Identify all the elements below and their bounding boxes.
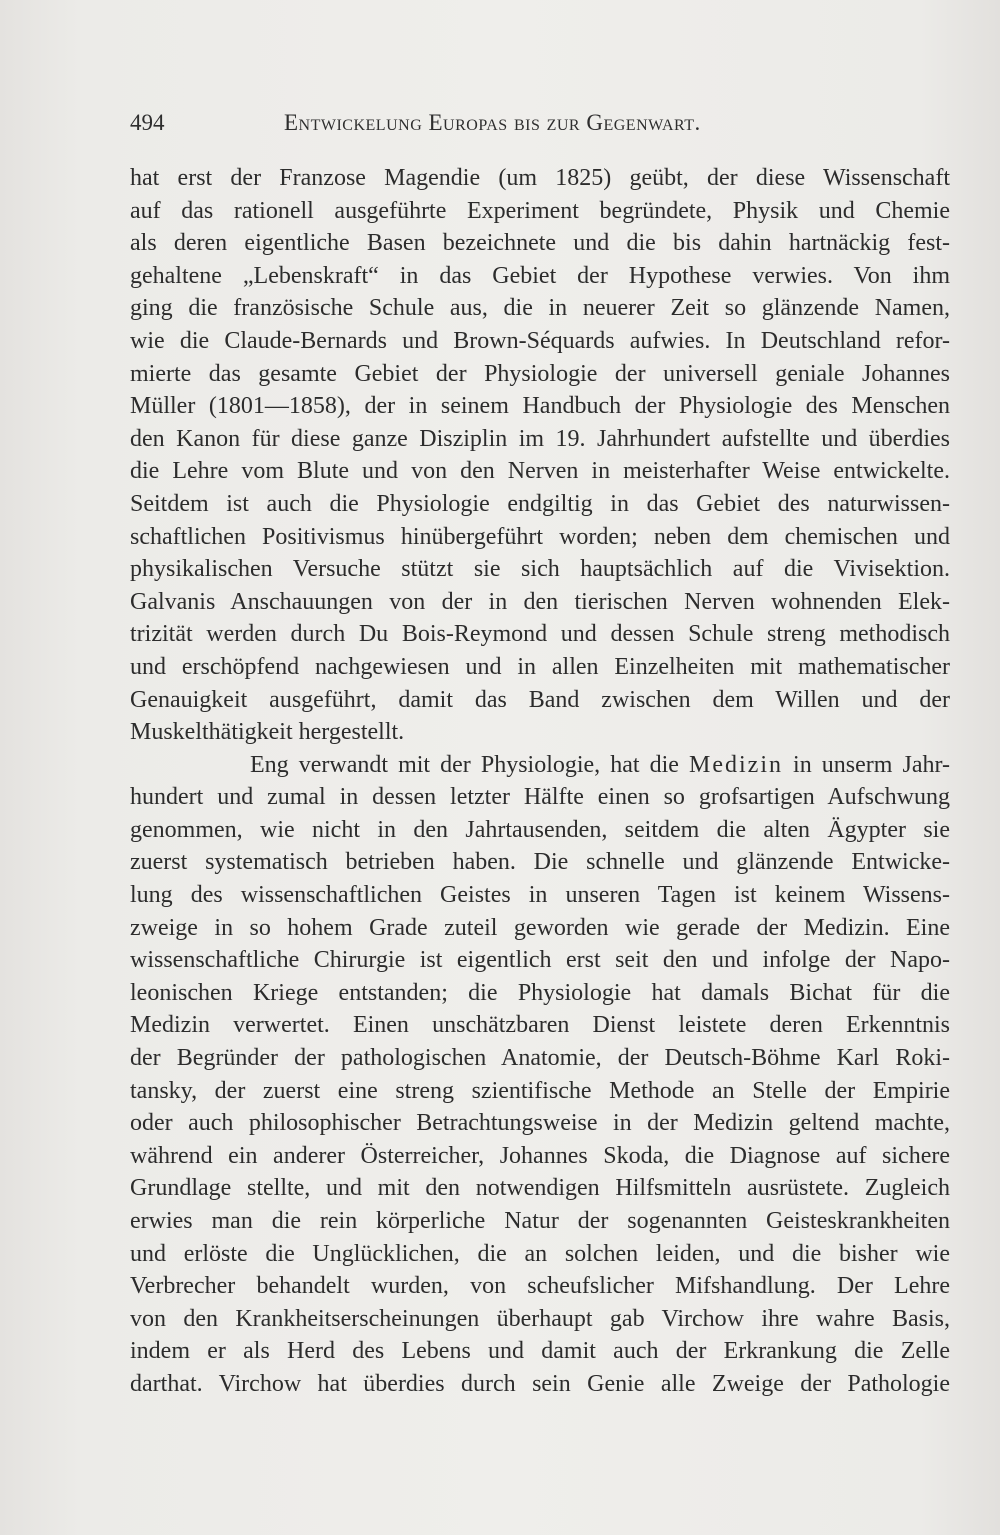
paragraph-start-line bbox=[130, 749, 950, 782]
running-head bbox=[130, 110, 950, 142]
text-line: von den Krankheitserscheinungen überhaupt gab Virchow ihre wahre Basis, bbox=[130, 1305, 950, 1332]
line-fragment: in unserm Jahr- bbox=[783, 751, 950, 778]
running-title: Entwickelung Europas bis zur Gegenwart. bbox=[284, 110, 701, 135]
line-fragment: Eng verwandt mit der Physiologie, hat die bbox=[250, 751, 690, 778]
text-line: Seitdem ist auch die Physiologie endgiltig in das Gebiet des naturwissen- bbox=[130, 490, 950, 517]
text-line: und erschöpfend nachgewiesen und in allen Einzelheiten mit mathematischer bbox=[130, 653, 950, 680]
text-line: trizität werden durch Du Bois-Reymond und dessen Schule streng methodisch bbox=[130, 621, 950, 648]
text-line: genommen, wie nicht in den Jahrtausenden, seitdem die alten Ägypter sie bbox=[130, 816, 950, 843]
body-text bbox=[130, 162, 950, 1401]
paragraph-end-line: Muskelthätigkeit hergestellt. bbox=[130, 719, 405, 746]
text-line: Medizin verwertet. Einen unschätzbaren Dienst leistete deren Erkenntnis bbox=[130, 1012, 950, 1039]
text-line: wie die Claude-Bernards und Brown-Séquards aufwies. In Deutschland refor- bbox=[130, 327, 950, 354]
text-line: den Kanon für diese ganze Disziplin im 19. Jahrhundert aufstellte und überdies bbox=[130, 425, 950, 452]
text-line: Verbrecher behandelt wurden, von scheufslicher Mifshandlung. Der Lehre bbox=[130, 1273, 950, 1300]
text-line: leonischen Kriege entstanden; die Physiologie hat damals Bichat für die bbox=[130, 979, 950, 1006]
text-line: ging die französische Schule aus, die in neuerer Zeit so glänzende Namen, bbox=[130, 295, 950, 322]
text-line: erwies man die rein körperliche Natur der sogenannten Geisteskrankheiten bbox=[130, 1208, 950, 1234]
text-line: mierte das gesamte Gebiet der Physiologie der universell geniale Johannes bbox=[130, 360, 950, 387]
text-line: gehaltene „Lebenskraft“ in das Gebiet der Hypothese verwies. Von ihm bbox=[130, 262, 950, 289]
text-line: Genauigkeit ausgeführt, damit das Band zwischen dem Willen und der bbox=[130, 686, 950, 713]
text-line: hundert und zumal in dessen letzter Hälfte einen so grofsartigen Aufschwung bbox=[130, 784, 950, 811]
text-line: Grundlage stellte, und mit den notwendigen Hilfsmitteln ausrüstete. Zugleich bbox=[130, 1175, 950, 1202]
text-line: zweige in so hohem Grade zuteil geworden wie gerade der Medizin. Eine bbox=[130, 914, 950, 941]
text-line: darthat. Virchow hat überdies durch sein Genie alle Zweige der Pathologie bbox=[130, 1370, 950, 1397]
text-line: als deren eigentliche Basen bezeichnete und die bis dahin hartnäckig fest- bbox=[130, 230, 950, 257]
text-line: zuerst systematisch betrieben haben. Die schnelle und glänzende Entwicke- bbox=[130, 849, 950, 876]
text-line: tansky, der zuerst eine streng szientifische Methode an Stelle der Empirie bbox=[130, 1077, 950, 1104]
page-number: 494 bbox=[130, 110, 165, 135]
text-line: Galvanis Anschauungen von der in den tierischen Nerven wohnenden Elek- bbox=[130, 588, 950, 615]
text-line: oder auch philosophischer Betrachtungsweise in der Medizin geltend machte, bbox=[130, 1110, 950, 1137]
text-line: und erlöste die Unglücklichen, die an solchen leiden, und die bisher wie bbox=[130, 1240, 950, 1267]
text-line: hat erst der Franzose Magendie (um 1825) geübt, der diese Wissenschaft bbox=[130, 165, 950, 191]
text-line: der Begründer der pathologischen Anatomie, der Deutsch-Böhme Karl Roki- bbox=[130, 1045, 950, 1072]
text-line: während ein anderer Österreicher, Johannes Skoda, die Diagnose auf sichere bbox=[130, 1142, 950, 1169]
text-line: Müller (1801—1858), der in seinem Handbuch der Physiologie des Menschen bbox=[130, 393, 950, 420]
text-line: die Lehre vom Blute und von den Nerven in meisterhafter Weise entwickelte. bbox=[130, 458, 950, 485]
text-line: wissenschaftliche Chirurgie ist eigentlich erst seit den und infolge der Napo- bbox=[130, 947, 950, 974]
text-line: indem er als Herd des Lebens und damit auch der Erkrankung die Zelle bbox=[130, 1338, 950, 1365]
emphasized-term: Medizin bbox=[689, 751, 783, 778]
text-line: physikalischen Versuche stützt sie sich hauptsächlich auf die Vivisektion. bbox=[130, 556, 950, 583]
text-line: schaftlichen Positivismus hinübergeführt worden; neben dem chemischen und bbox=[130, 523, 950, 550]
text-line: auf das rationell ausgeführte Experiment begründete, Physik und Chemie bbox=[130, 197, 950, 224]
text-line: lung des wissenschaftlichen Geistes in unseren Tagen ist keinem Wissens- bbox=[130, 882, 950, 909]
